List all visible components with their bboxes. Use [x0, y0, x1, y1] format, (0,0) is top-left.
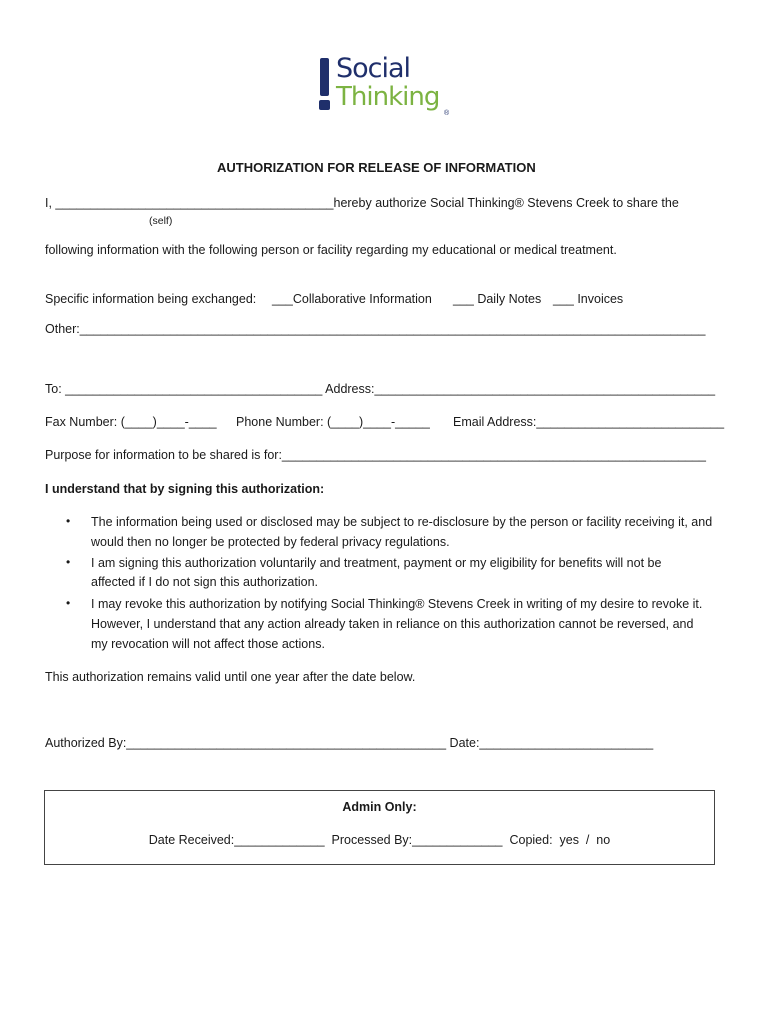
logo-registered-mark: ® [444, 110, 450, 117]
purpose-field[interactable]: Purpose for information to be shared is for:_____________________________________________________________ [45, 448, 706, 462]
bullet-glyph: • [66, 596, 71, 610]
admin-only-box [44, 790, 715, 865]
social-thinking-logo [316, 54, 458, 122]
admin-only-title: Admin Only: [342, 800, 417, 814]
authorize-line[interactable]: I, ________________________________________hereby authorize Social Thinking® Stevens Creek to share the [45, 196, 679, 210]
bullet-3-line-1: I may revoke this authorization by notifying Social Thinking® Stevens Creek in writing of my desire to revoke it. [91, 597, 703, 611]
logo-text-thinking: Thinking [336, 82, 440, 112]
logo-exclamation-dot [319, 100, 330, 110]
following-info-text: following information with the following person or facility regarding my educational or medical treatment. [45, 243, 617, 257]
to-address-line[interactable]: To: _____________________________________ Address:_________________________________________________ [45, 382, 716, 396]
email-address-field[interactable]: Email Address:___________________________ [453, 415, 725, 429]
option-invoices[interactable]: ___ Invoices [553, 292, 624, 306]
specific-info-label: Specific information being exchanged: [45, 292, 257, 306]
bullet-1-line-1: The information being used or disclosed may be subject to re-disclosure by the person or facility receiving it, and [91, 515, 713, 529]
fax-number-field[interactable]: Fax Number: (____)____-____ [45, 415, 217, 429]
option-collaborative-information[interactable]: ___Collaborative Information [272, 292, 432, 306]
bullet-3-line-2: However, I understand that any action already taken in reliance on this authorization cannot be reversed, and [91, 617, 694, 631]
bullet-2-line-2: affected if I do not sign this authorization. [91, 575, 318, 589]
self-label: (self) [149, 215, 173, 227]
logo-exclamation-icon [320, 58, 329, 96]
phone-number-field[interactable]: Phone Number: (____)____-_____ [236, 415, 430, 429]
document-title: AUTHORIZATION FOR RELEASE OF INFORMATION [217, 160, 536, 175]
option-daily-notes[interactable]: ___ Daily Notes [453, 292, 542, 306]
bullet-1-line-2: would then no longer be protected by federal privacy regulations. [91, 535, 450, 549]
admin-fields[interactable]: Date Received:_____________ Processed By:_____________ Copied: yes / no [148, 833, 611, 847]
validity-text: This authorization remains valid until one year after the date below. [45, 670, 416, 684]
bullet-3-line-3: my revocation will not affect those actions. [91, 637, 325, 651]
other-field[interactable]: Other:__________________________________________________________________________________________ [45, 322, 706, 336]
understand-heading: I understand that by signing this authorization: [45, 482, 325, 496]
logo-text-social: Social [336, 53, 411, 84]
bullet-glyph: • [66, 555, 71, 569]
bullet-2-line-1: I am signing this authorization voluntarily and treatment, payment or my eligibility for benefits will not be [91, 556, 662, 570]
authorized-by-date-line[interactable]: Authorized By:______________________________________________ Date:_________________________ [45, 736, 654, 750]
bullet-glyph: • [66, 514, 71, 528]
